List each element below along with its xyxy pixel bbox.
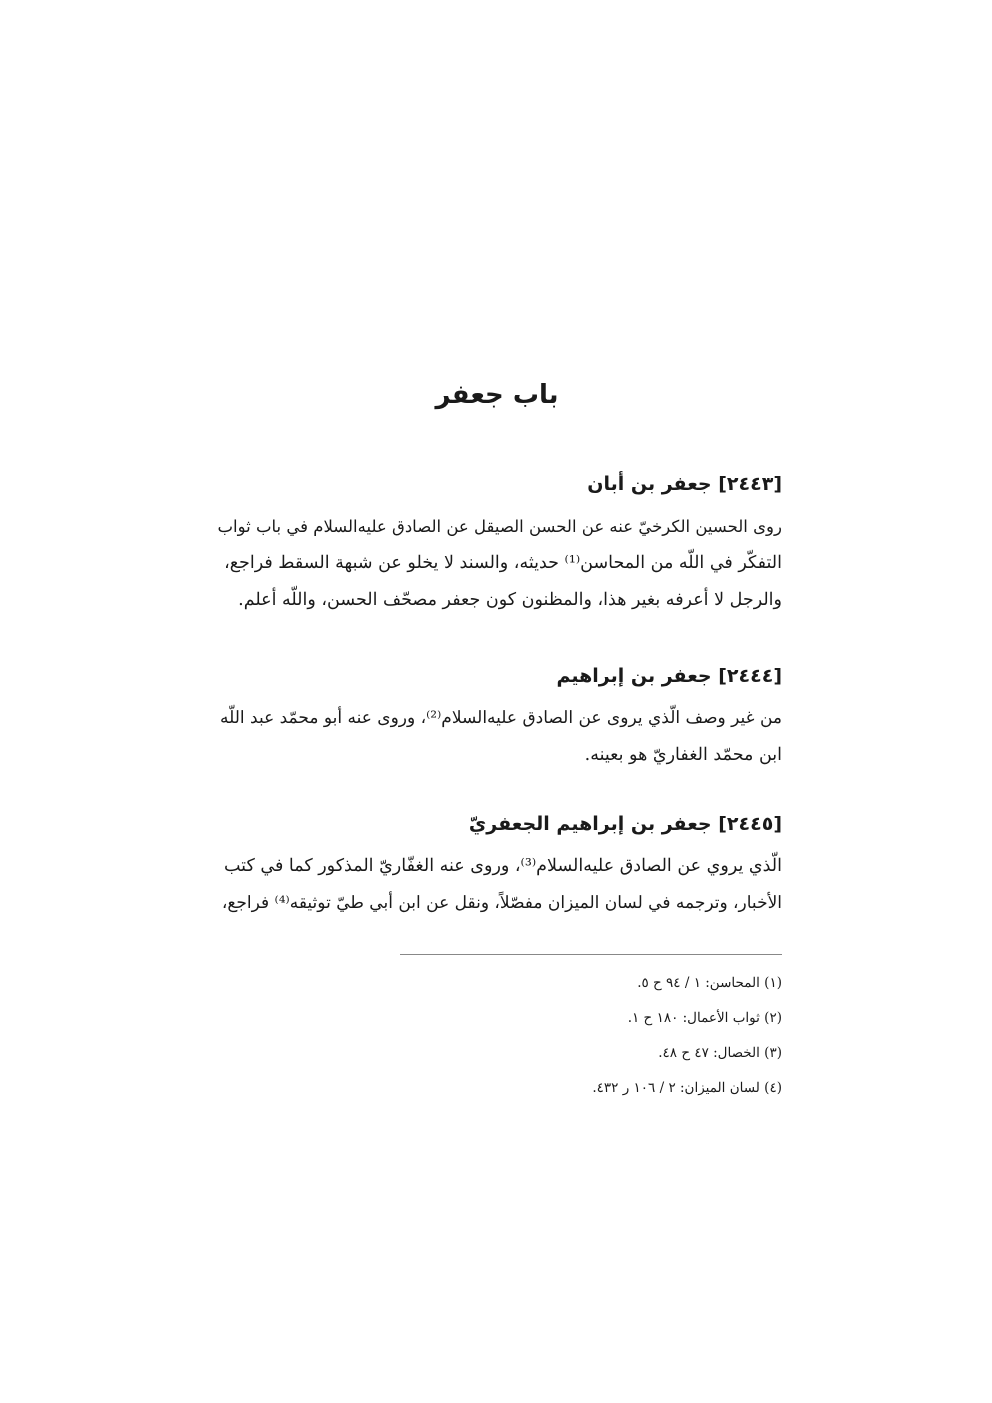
entry-body: [212, 508, 782, 619]
book-page: [212, 0, 782, 1403]
entry-body: [212, 700, 782, 774]
entry-2443: [212, 468, 782, 619]
entry-line: والرجل لا أعرفه بغير هذا، والمظنون كون جعفر مصحّف الحسن، واللّه أعلم.: [238, 590, 782, 610]
entry-2445: [212, 808, 782, 922]
footnote-divider: [400, 954, 782, 955]
entry-line: الّذي يروي عن الصادق عليه‌السلام⁽³⁾، وروى عنه الغفّاريّ المذكور كما في كتب: [224, 856, 782, 876]
entry-line: ابن محمّد الغفاريّ هو بعينه.: [584, 745, 782, 765]
entry-2444: [212, 660, 782, 774]
entry-heading: [٢٤٤٥] جعفر بن إبراهيم الجعفريّ: [468, 813, 782, 835]
chapter-title: باب جعفر: [435, 380, 559, 410]
entry-body: [212, 848, 782, 922]
footnote-item: (٣) الخصال: ٤٧ ح ٤٨.: [658, 1045, 782, 1061]
entry-line: الأخبار، وترجمه في لسان الميزان مفصّلاً، ونقل عن ابن أبي طيّ توثيقه⁽⁴⁾ فراجع،: [221, 893, 782, 913]
footnote-item: (١) المحاسن: ١ / ٩٤ ح ٥.: [637, 975, 782, 991]
footnote-item: (٢) ثواب الأعمال: ١٨٠ ح ١.: [627, 1010, 782, 1026]
footnotes-list: [212, 966, 782, 1106]
entry-line: روى الحسين الكرخيّ عنه عن الحسن الصيقل عن الصادق عليه‌السلام في باب ثواب: [217, 517, 782, 536]
entry-heading: [٢٤٤٣] جعفر بن أبان: [587, 473, 782, 495]
entry-line: التفكّر في اللّه من المحاسن⁽¹⁾ حديثه، والسند لا يخلو عن شبهة السقط فراجع،: [224, 553, 782, 573]
footnote-item: (٤) لسان الميزان: ٢ / ١٠٦ ر ٤٣٢.: [592, 1080, 782, 1096]
entry-line: من غير وصف الّذي يروى عن الصادق عليه‌السلام⁽²⁾، وروى عنه أبو محمّد عبد اللّه: [219, 708, 782, 728]
entry-heading: [٢٤٤٤] جعفر بن إبراهيم: [556, 665, 782, 687]
